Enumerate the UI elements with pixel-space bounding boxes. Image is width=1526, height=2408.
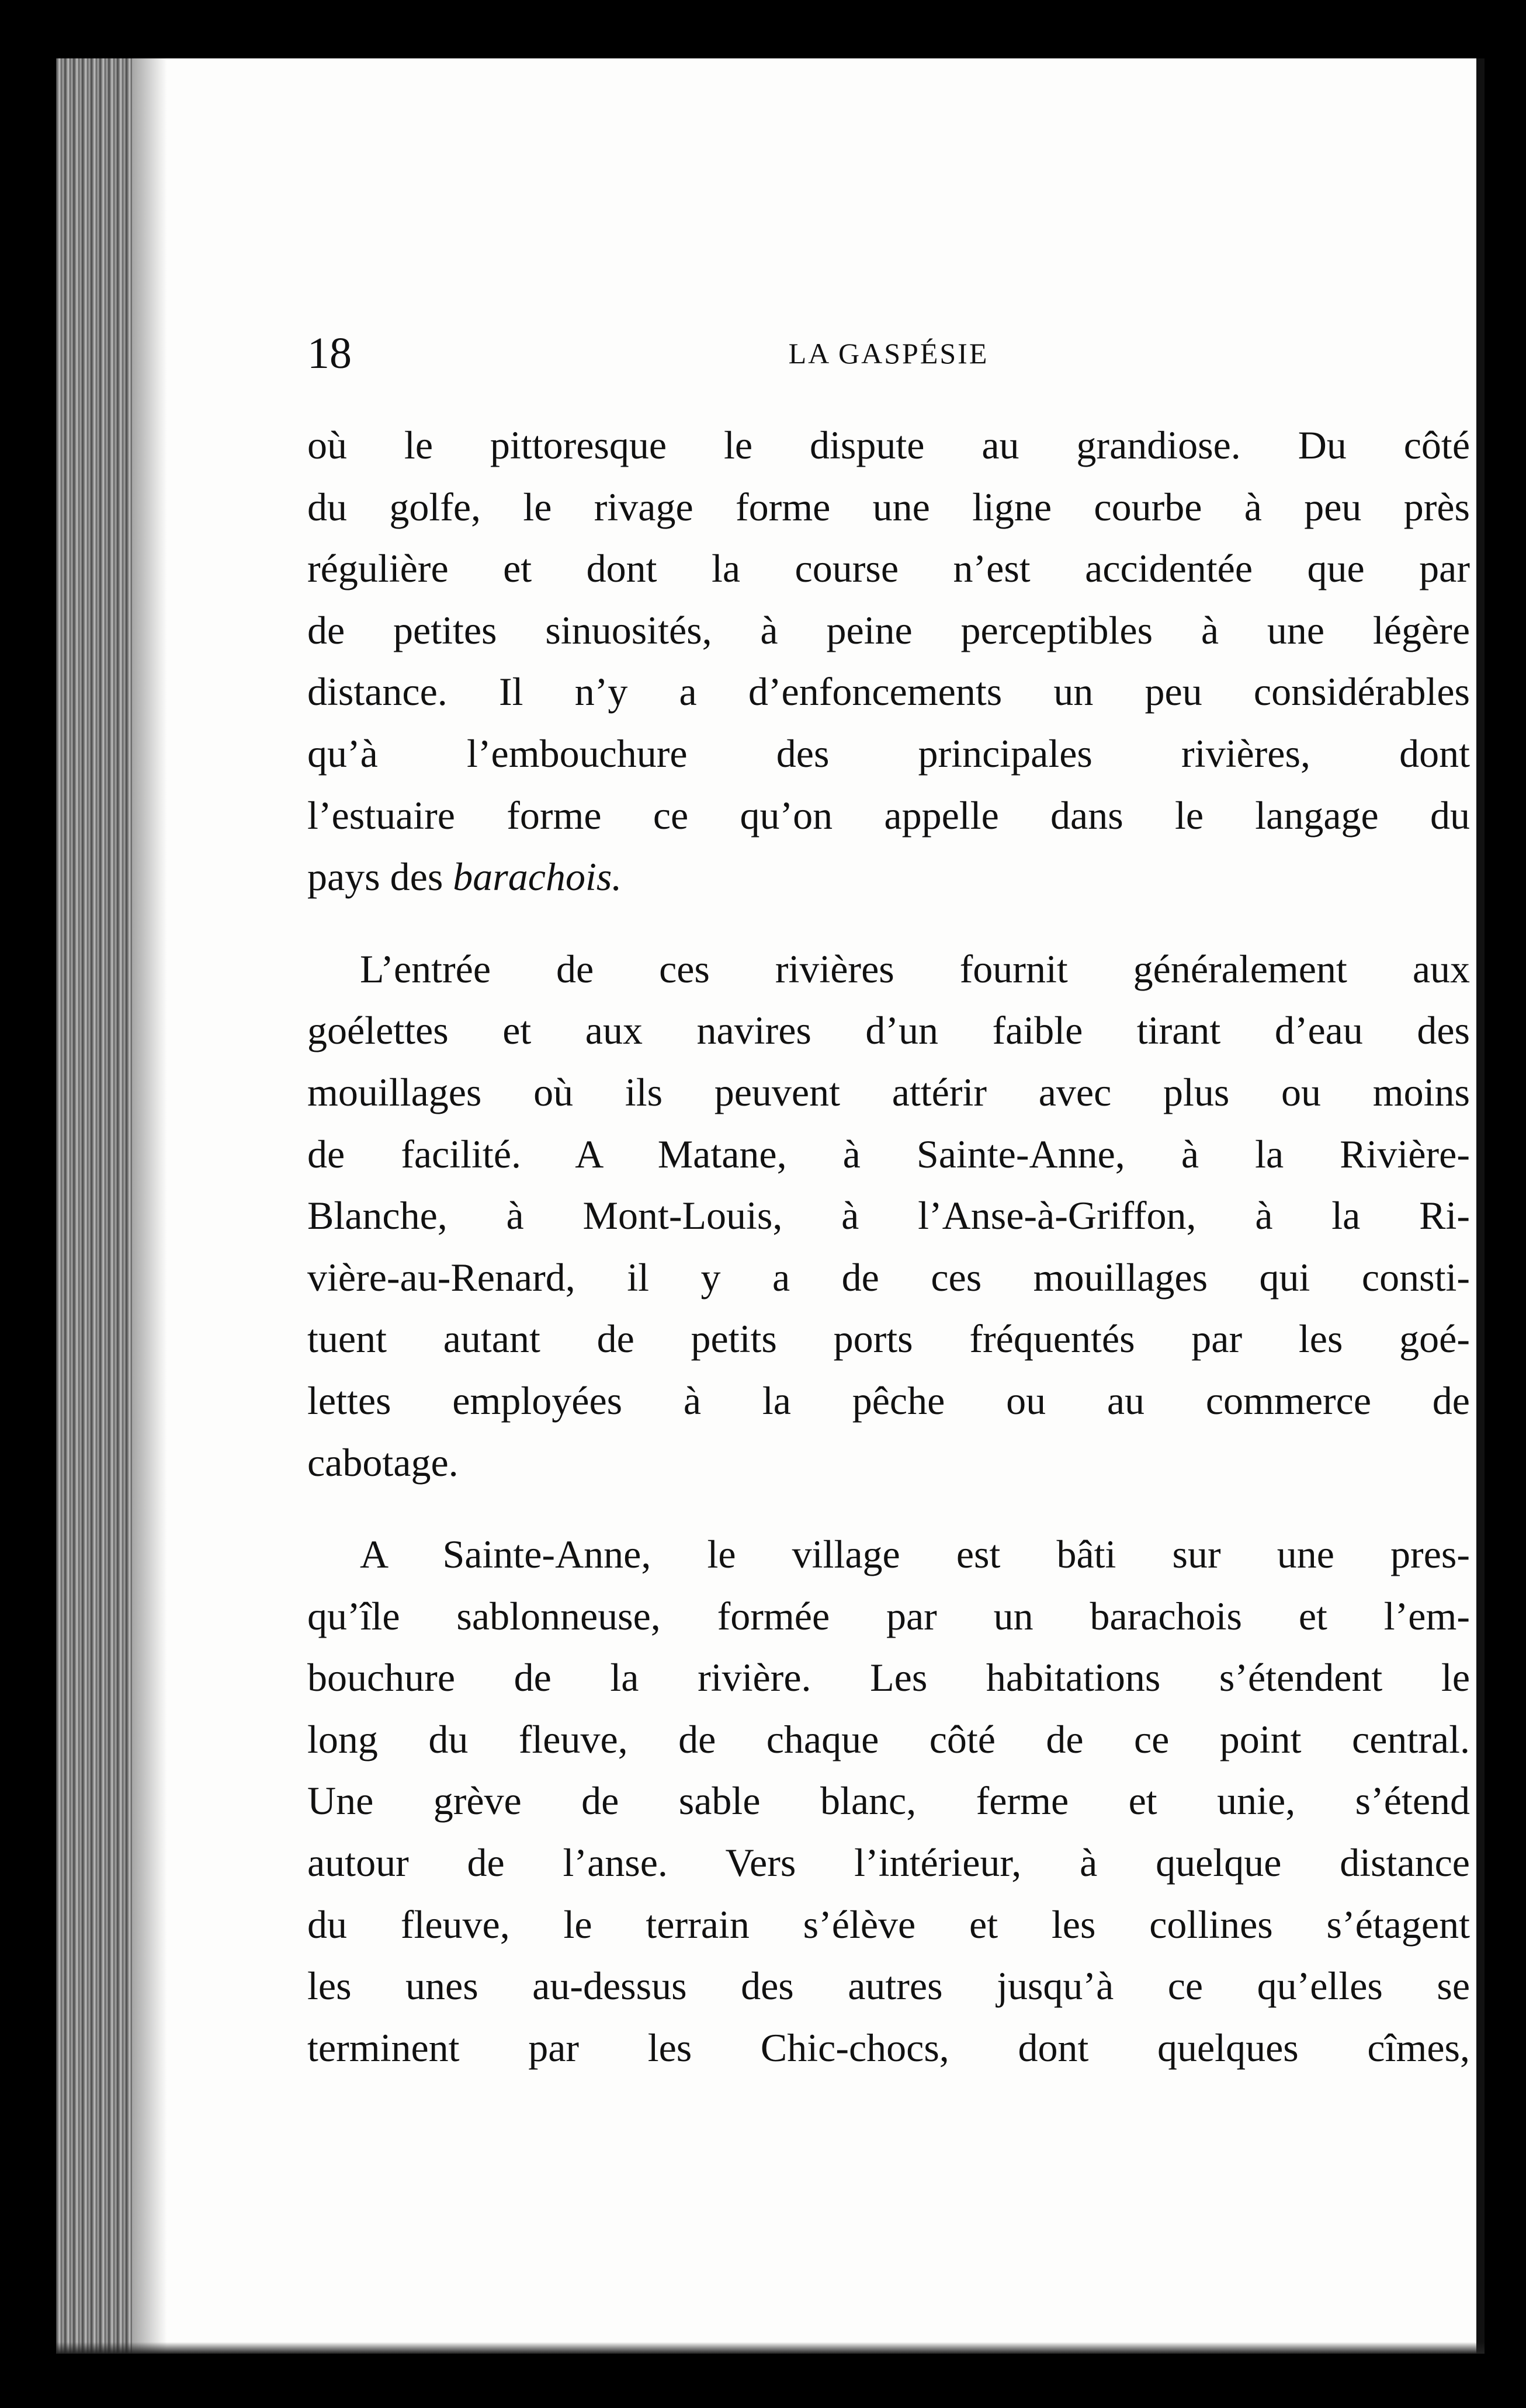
text-line: terminent par les Chic-chocs, dont quelques cîmes, (307, 2025, 1470, 2070)
text-fragment: pays des (307, 854, 453, 899)
paragraph-3 (307, 1524, 1470, 2079)
text-line: qu’île sablonneuse, formée par un barachois et l’em- (307, 1593, 1470, 1638)
text-line: où le pittoresque le dispute au grandiose. Du côté (307, 423, 1470, 467)
text-line: de facilité. A Matane, à Sainte-Anne, à la Rivière- (307, 1131, 1470, 1176)
text-line: régulière et dont la course n’est accidentée que par (307, 546, 1470, 591)
text-line: tuent autant de petits ports fréquentés par les goé- (307, 1316, 1470, 1361)
text-line (307, 846, 1470, 908)
text-line: bouchure de la rivière. Les habitations s’étendent le (307, 1655, 1470, 1700)
page-right-edge (1476, 58, 1485, 2354)
text-line: du golfe, le rivage forme une ligne courbe à peu près (307, 484, 1470, 529)
running-head (307, 321, 1470, 385)
text-line: Une grève de sable blanc, ferme et unie, s’étend (307, 1778, 1470, 1823)
text-line: long du fleuve, de chaque côté de ce point central. (307, 1716, 1470, 1761)
gutter-shadow (132, 58, 167, 2354)
text-line: qu’à l’embouchure des principales rivières, dont (307, 731, 1470, 776)
text-line: distance. Il n’y a d’enfoncements un peu considérables (307, 669, 1470, 714)
page-number: 18 (307, 329, 352, 378)
text-line: L’entrée de ces rivières fournit généralement aux (360, 946, 1470, 991)
text-line: du fleuve, le terrain s’élève et les collines s’étagent (307, 1902, 1470, 1947)
book-page (56, 58, 1485, 2354)
paragraph-2 (307, 939, 1470, 1493)
text-line: l’estuaire forme ce qu’on appelle dans le langage du (307, 793, 1470, 838)
italic-term: barachois. (453, 854, 622, 899)
page-gutter-scan-edge (56, 58, 132, 2354)
paragraph-1 (307, 415, 1470, 908)
page-bottom-edge (56, 2342, 1485, 2354)
text-line: lettes employées à la pêche ou au commerce de (307, 1378, 1470, 1423)
text-line: vière-au-Renard, il y a de ces mouillages qui consti- (307, 1255, 1470, 1299)
text-line: mouillages où ils peuvent attérir avec plus ou moins (307, 1069, 1470, 1114)
text-line: goélettes et aux navires d’un faible tirant d’eau des (307, 1008, 1470, 1053)
text-line: A Sainte-Anne, le village est bâti sur une pres- (360, 1532, 1470, 1577)
running-title: LA GASPÉSIE (788, 337, 989, 370)
text-line: Blanche, à Mont-Louis, à l’Anse-à-Griffon, à la Ri- (307, 1193, 1470, 1238)
text-line: autour de l’anse. Vers l’intérieur, à quelque distance (307, 1840, 1470, 1885)
text-line: de petites sinuosités, à peine perceptibles à une légère (307, 607, 1470, 652)
text-line: cabotage. (307, 1440, 459, 1485)
text-line: les unes au-dessus des autres jusqu’à ce qu’elles se (307, 1964, 1470, 2009)
body-text (307, 415, 1470, 2079)
